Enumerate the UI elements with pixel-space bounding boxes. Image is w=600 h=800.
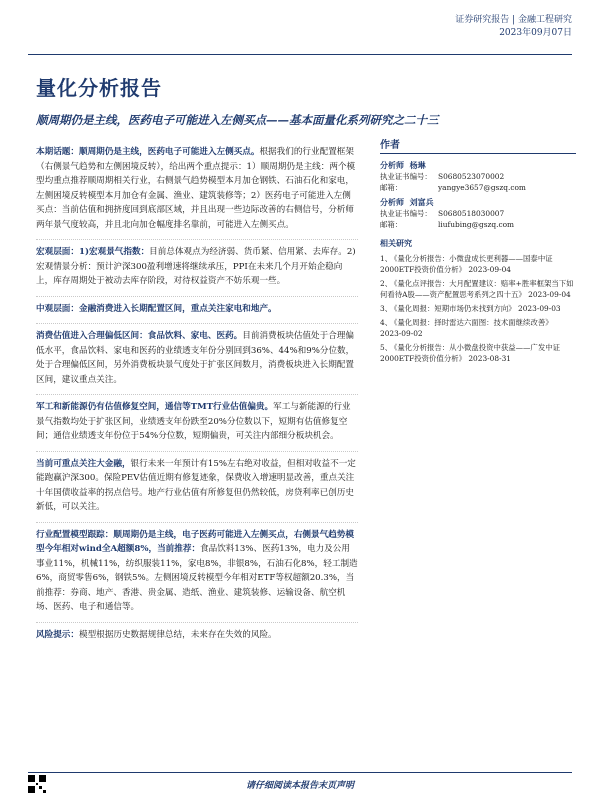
analyst-name: 刘富兵 <box>409 197 434 207</box>
analyst-cert <box>380 208 576 219</box>
section-body: 食品饮料13%、医药13%，电力及公用事业11%，机械11%，纺织服装11%，家电8%，非银8%，石油石化8%，轻工制造6%，商贸零售6%，钢铁5%。左侧困境反转模型今年相对ETF等权超额20.3%，当前推荐：券商、地产、香港、贵金属、造纸、渔业、建筑装修、运输设备、航空机场、医药、电子和通信等。 <box>36 544 358 612</box>
section-risk <box>36 623 358 650</box>
analyst-name: 杨琳 <box>409 160 426 170</box>
related-list <box>380 253 576 364</box>
section-military <box>36 395 358 452</box>
email-link[interactable]: yangye3657@gszq.com <box>438 183 526 192</box>
cert-number: S0680518030007 <box>438 209 505 218</box>
footer-divider <box>28 772 572 773</box>
section-topic <box>36 140 358 240</box>
section-body: 根据我们的行业配置框架（右侧景气趋势和左侧困境反转），给出两个重点提示：1）顺周期仍是主线：两个模型均重点推荐顺周期相关行业，右侧景气趋势模型本月加仓钢铁、石油石化和家电，左侧困境反转模型本月加仓有金属、渔业、建筑装修等；2）医药电子可能进入左侧买点：当前估值和拥挤度回到底部区域，并且出现一些边际改善的右侧信号，分析师两年景气度较高，并且北向加仓幅度排名靠前，可能进入左侧买点。 <box>36 147 356 230</box>
page-title: 量化分析报告 <box>36 76 162 100</box>
related-item[interactable] <box>380 342 576 364</box>
related-index: 2、 <box>380 279 393 288</box>
section-model <box>36 523 358 623</box>
header-divider <box>28 54 572 55</box>
cert-label: 执业证书编号： <box>380 172 432 181</box>
related-title: 《量化周报：择时雷达六面图：技术面继续改善》 <box>390 318 553 327</box>
analyst-title <box>380 197 576 208</box>
section-lead: 当前可重点关注大金融， <box>36 458 131 469</box>
related-title: 《量化周报：短期市场仍未找到方向》 <box>390 304 516 313</box>
related-index: 3、 <box>380 304 393 313</box>
section-lead: 行业配置模型跟踪：顺周期仍是主线，电子医药可能进入左侧买点，右侧景气趋势模型今年相对wind全A超额8%，当前推荐： <box>36 529 354 554</box>
page-subtitle: 顺周期仍是主线，医药电子可能进入左侧买点——基本面量化系列研究之二十三 <box>36 113 439 127</box>
related-index: 5、 <box>380 343 393 352</box>
analyst-role: 分析师 <box>380 160 404 170</box>
analyst-title <box>380 160 576 171</box>
related-date: 2023-09-04 <box>468 265 511 274</box>
related-date: 2023-09-03 <box>518 304 561 313</box>
related-index: 4、 <box>380 318 393 327</box>
section-body: 目前总体观点为经济弱、货币紧、信用紧、去库存。2)宏观情景分析：预计沪深300盈利增速将继续承压，PPI在未来几个月开始企稳向上，库存周期处于被动去库存阶段，对待权益资产不妨乐观一些。 <box>36 247 356 286</box>
section-body: 目前消费板块估值处于合理偏低水平，食品饮料、家电和医药的业绩透支年份分别回到36%、44%和9%分位数，处于合理偏低区间，另外消费板块景气度处于扩张区间数月，消费板块进入长期配置区间，建议重点关注。 <box>36 331 355 385</box>
analyst-email <box>380 219 576 230</box>
section-lead: 宏观层面：1)宏观景气指数： <box>36 247 150 257</box>
cert-number: S0680523070002 <box>438 172 505 181</box>
section-body: 军工与新能源的行业景气指数均处于扩张区间，业绩透支年份跌至20%分位数以下，短期有估值修复空间；通信业绩透支年份位于54%分位数，短期偏贵，可关注内部细分板块机会。 <box>36 402 351 441</box>
related-title: 《量化分析报告：小微盘成长更利器——国泰中证2000ETF投资价值分析》 <box>380 254 553 274</box>
section-finance <box>36 452 358 523</box>
cert-label: 执业证书编号： <box>380 209 432 218</box>
related-date: 2023-09-02 <box>380 329 423 338</box>
main-content <box>36 140 358 649</box>
section-macro <box>36 240 358 297</box>
section-lead: 风险提示： <box>36 629 79 640</box>
related-item[interactable] <box>380 317 576 339</box>
related-date: 2023-09-04 <box>528 290 571 299</box>
email-link[interactable]: liufubing@gszq.com <box>438 220 515 229</box>
section-lead: 本期话题：顺周期仍是主线，医药电子可能进入左侧买点。 <box>36 147 260 157</box>
analyst-block <box>380 160 576 193</box>
analyst-email <box>380 182 576 193</box>
section-meso <box>36 297 358 325</box>
related-index: 1、 <box>380 254 393 263</box>
report-category: 证券研究报告 | 金融工程研究 <box>455 15 572 25</box>
email-label: 邮箱： <box>380 220 403 229</box>
related-heading: 相关研究 <box>380 238 412 248</box>
analyst-role: 分析师 <box>380 197 404 207</box>
report-header <box>455 14 572 40</box>
section-body: 模型根据历史数据规律总结，未来存在失效的风险。 <box>78 629 277 640</box>
footer-disclaimer: 请仔细阅读本报告末页声明 <box>245 781 354 791</box>
sidebar <box>380 140 576 367</box>
section-lead: 军工和新能源仍有估值修复空间，通信等TMT行业估值偏贵。 <box>36 402 274 412</box>
section-lead: 中观层面：金融消费进入长期配置区间，重点关注家电和地产。 <box>36 303 277 314</box>
section-consumer <box>36 324 358 395</box>
analyst-cert <box>380 171 576 182</box>
related-title: 《量化点评报告：大月配置建议：赔率+胜率框架当下如何看待A股——资产配置思考系列之四十五》 <box>380 279 574 299</box>
related-item[interactable] <box>380 278 576 300</box>
analyst-block <box>380 197 576 230</box>
email-label: 邮箱： <box>380 183 403 192</box>
authors-heading: 作者 <box>380 140 576 154</box>
related-item[interactable] <box>380 303 576 314</box>
related-title: 《量化分析报告：从小微盘投资中获益——广发中证2000ETF投资价值分析》 <box>380 343 560 363</box>
section-lead: 消费估值进入合理偏低区间：食品饮料、家电、医药。 <box>36 331 243 341</box>
section-body: 银行未来一年预计有15%左右绝对收益，但相对收益不一定能跑赢沪深300。保险PEV估值近期有修复迹象，保费收入增速明显改善，重点关注十年国债收益率的拐点信号。地产行业估值有所修复但仍然较低，房贷利率已创历史新低，可以关注。 <box>36 458 356 512</box>
report-date: 2023年09月07日 <box>499 28 572 38</box>
related-item[interactable] <box>380 253 576 275</box>
related-date: 2023-08-31 <box>468 354 511 363</box>
